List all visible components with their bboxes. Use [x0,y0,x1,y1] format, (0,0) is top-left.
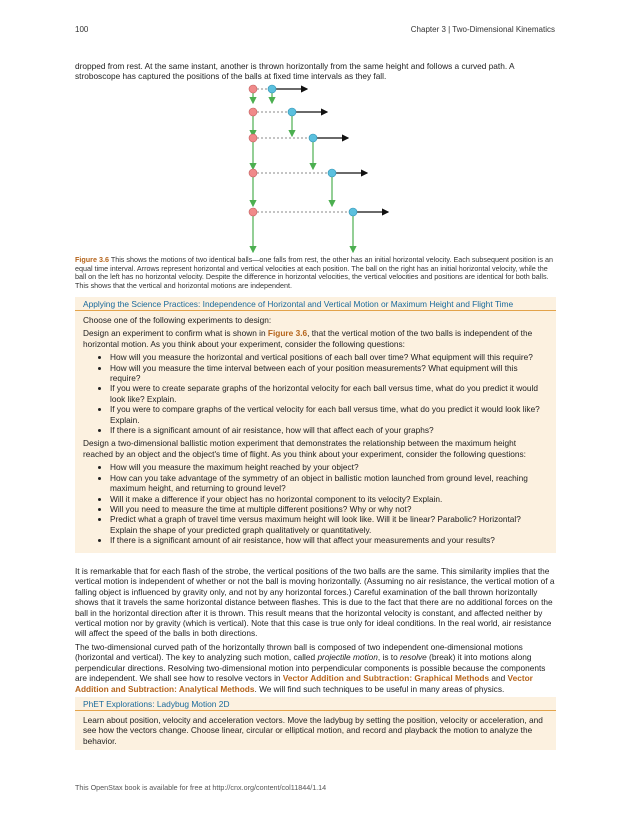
list-item: • Predict what a graph of travel time versus maximum height will look like. Will it be linear? Parabolic? Horizontal? Explain the shape of your predicted graph qualitatively or quantitatively. [110,514,548,535]
left-ball-position-3 [249,134,257,142]
term-resolve: resolve [400,652,427,663]
right-ball-position-3 [309,134,317,142]
phet-box [75,697,556,750]
right-ball-position-1 [268,85,276,93]
list-item: • Will it make a difference if your object has no horizontal component to its velocity? Explain. [110,494,548,504]
left-ball-position-2 [249,108,257,116]
list-item: • Will you need to measure the time at multiple different positions? Why or why not? [110,504,548,514]
list-item: • How will you measure the time interval between each of your position measurements? What equipment will this require? [110,363,548,384]
page-number: 100 [75,25,89,34]
figure-3-6-diagram [240,82,390,254]
figure-3-6-link[interactable]: Figure 3.6 [267,328,308,339]
link-graphical-methods[interactable]: Vector Addition and Subtraction: Graphical Methods [282,673,490,684]
list-item: • If there is a significant amount of air resistance, how will that affect your measurements and your results? [110,535,548,545]
list-item: • If you were to compare graphs of the vertical velocity for each ball versus time, what do you predict it would look like? Explain. [110,404,548,425]
figure-label: Figure 3.6 [75,255,109,264]
list-item: • How will you measure the maximum height reached by your object? [110,462,548,472]
choose-text: Choose one of the following experiments to design: [83,315,272,325]
phet-text: Learn about position, velocity and acceleration vectors. Move the ladybug by setting the position, velocity or acceleration, and see how the vectors change. Choose linear, circular or elliptical motion, and record and playback the motion to analyze the behavior. [83,715,543,746]
right-ball-position-5 [349,208,357,216]
term-projectile-motion: projectile motion [317,652,378,663]
list-item: • If you were to create separate graphs of the horizontal velocity for each ball versus time, what do you predict it would look like? Explain. [110,383,548,404]
science-practices-title: Applying the Science Practices: Independence of Horizontal and Vertical Motion or Maximum Height and Flight Time [75,297,556,311]
footer-text: This OpenStax book is available for free at http://cnx.org/content/col11844/1.14 [75,783,327,792]
science-practices-box [75,297,556,553]
right-ball-position-4 [328,169,336,177]
chapter-title: Chapter 3 | Two-Dimensional Kinematics [410,25,555,34]
left-ball-position-4 [249,169,257,177]
figure-caption [75,256,556,290]
left-ball-position-1 [249,85,257,93]
body-paragraph-1: It is remarkable that for each flash of the strobe, the vertical positions of the two balls are the same. This similarity implies that the vertical motion is independent of whether or not the ball is moving horizontally. (Assuming no air resistance, the vertical motion of a falling object is influenced by gravity only, and not by any horizontal forces.) Careful examination of the ball thrown horizontally shows that it travels the same horizontal distance between flashes. This is due to the fact that there are no additional forces on the ball in the horizontal direction after it is thrown. This result means that the horizontal velocity is constant, and affected neither by vertical motion nor by gravity (which is vertical). Note that this case is true only for ideal conditions. In the real world, air resistance will affect the speed of the balls in both directions. [75,566,555,639]
figure-caption-text: This shows the motions of two identical balls—one falls from rest, the other has an initial horizontal velocity. Each subsequent position is an equal time interval. Arrows represent horizontal and vertical velocities at each position. The ball on the right has an initial horizontal velocity, while the ball on the left has no horizontal velocity. Despite the difference in horizontal velocities, the vertical velocities and positions are identical for both balls. This shows that the vertical and horizontal motions are independent. [75,255,553,290]
phet-title: PhET Explorations: Ladybug Motion 2D [75,697,556,711]
list-item: • How will you measure the horizontal and vertical positions of each ball over time? What equipment will this require? [110,352,548,362]
right-ball-position-2 [288,108,296,116]
experiment-2-questions [83,462,548,545]
list-item: • How can you take advantage of the symmetry of an object in ballistic motion launched from ground level, reaching maximum height, and returning to ground level? [110,473,548,494]
intro-paragraph: dropped from rest. At the same instant, another is thrown horizontally from the same height and follows a curved path. A stroboscope has captured the positions of the balls at fixed time intervals as they fall. [75,61,515,82]
experiment-1-questions [83,352,548,435]
left-ball-position-5 [249,208,257,216]
list-item: • If there is a significant amount of air resistance, how will that affect each of your graphs? [110,425,548,435]
experiment-1-intro: Design an experiment to confirm what is shown in Figure 3.6, that the vertical motion of the two balls is independent of the horizontal motion. As you think about your experiment, consider the following questions: [83,328,533,349]
experiment-2-intro: Design a two-dimensional ballistic motion experiment that demonstrates the relationship between the maximum height reached by an object and the object's time of flight. As you think about your experiment, consider the following questions: [83,438,526,459]
body-paragraph-2: The two-dimensional curved path of the horizontally thrown ball is composed of two independent one-dimensional motions (horizontal and vertical). The key to analyzing such motion, called projectile motion, is to resolve (break) it into motions along perpendicular directions. Resolving two-dimensional motion into perpendicular components is possible because the components are independent. We shall see how to resolve vectors in Vector Addition and Subtraction: Graphical Methods and Vector Addition and Subtraction: Analytical Methods. We will find such techniques to be useful in many areas of physics. [75,642,546,694]
link-analytical-methods[interactable]: Vector Addition and Subtraction: Analytical Methods [75,673,533,694]
